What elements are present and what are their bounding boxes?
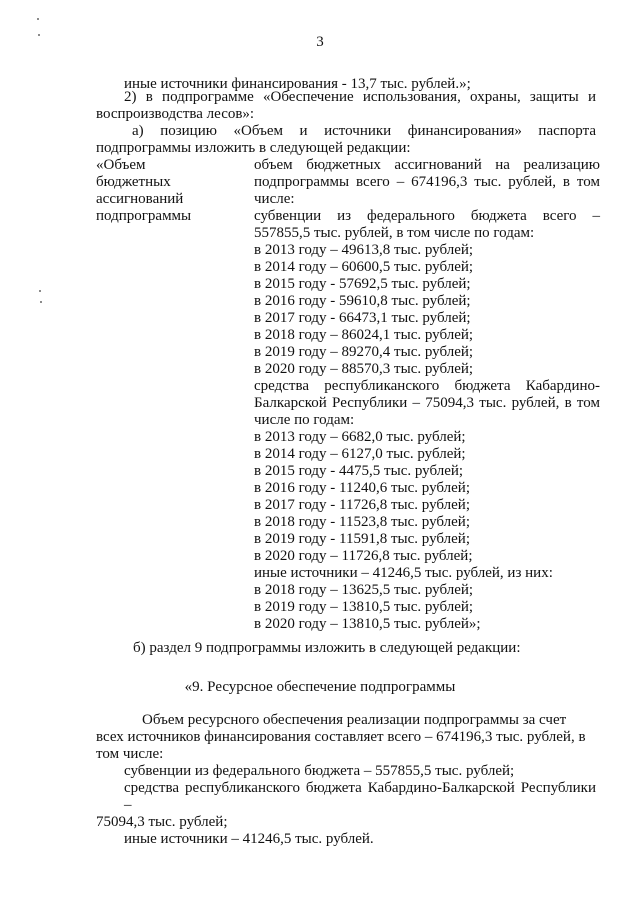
- intro-paragraph-3: [96, 123, 596, 157]
- passport-content-line: средства республиканского бюджета Кабардино-: [254, 378, 600, 394]
- scan-mark: [40, 301, 42, 303]
- passport-content-line: числе:: [254, 191, 295, 207]
- passport-content-line: в 2017 году - 66473,1 тыс. рублей;: [254, 310, 471, 326]
- section-b-paragraph: б) раздел 9 подпрограммы изложить в следующей редакции:: [133, 640, 521, 656]
- passport-content-line: в 2018 году – 86024,1 тыс. рублей;: [254, 327, 474, 343]
- passport-content-line: в 2013 году – 6682,0 тыс. рублей;: [254, 429, 466, 445]
- intro-paragraph-2-line-1: 2) в подпрограмме «Обеспечение использования, охраны, защиты и: [124, 89, 596, 105]
- intro-paragraph-3-line-2: подпрограммы изложить в следующей редакции:: [96, 140, 411, 156]
- passport-content-line: иные источники – 41246,5 тыс. рублей, из них:: [254, 565, 553, 581]
- resource-line: том числе:: [96, 746, 164, 762]
- passport-content-line: в 2019 году - 11591,8 тыс. рублей;: [254, 531, 470, 547]
- passport-label: [96, 157, 236, 225]
- intro-paragraph-3-line-1: а) позицию «Объем и источники финансирования» паспорта: [132, 123, 596, 139]
- passport-content-line: Балкарской Республики – 75094,3 тыс. рублей, в том: [254, 395, 600, 411]
- passport-content-line: субвенции из федерального бюджета всего –: [254, 208, 600, 224]
- passport-content-line: в 2014 году – 6127,0 тыс. рублей;: [254, 446, 466, 462]
- resource-line: субвенции из федерального бюджета – 557855,5 тыс. рублей;: [124, 763, 515, 779]
- passport-content-line: в 2016 году - 11240,6 тыс. рублей;: [254, 480, 470, 496]
- passport-content-line: в 2015 году - 4475,5 тыс. рублей;: [254, 463, 464, 479]
- passport-label-line: «Объем: [96, 157, 146, 173]
- intro-paragraph-2: [96, 89, 596, 123]
- passport-content-line: в 2017 году - 11726,8 тыс. рублей;: [254, 497, 470, 513]
- passport-content-line: объем бюджетных ассигнований на реализацию: [254, 157, 600, 173]
- intro-line-1: иные источники финансирования - 13,7 тыс. рублей.»;: [124, 76, 471, 92]
- passport-label-line: подпрограммы: [96, 208, 192, 224]
- resource-line: Объем ресурсного обеспечения реализации подпрограммы за счет: [142, 712, 567, 728]
- passport-content-line: в 2018 году – 13625,5 тыс. рублей;: [254, 582, 474, 598]
- scan-mark: [37, 18, 39, 20]
- passport-content-line: 557855,5 тыс. рублей, в том числе по годам:: [254, 225, 535, 241]
- passport-content-line: в 2016 году - 59610,8 тыс. рублей;: [254, 293, 471, 309]
- scan-mark: [39, 290, 41, 292]
- resource-line: средства республиканского бюджета Кабардино-Балкарской Республики –: [124, 780, 596, 813]
- passport-label-line: бюджетных: [96, 174, 171, 190]
- passport-content-line: в 2013 году – 49613,8 тыс. рублей;: [254, 242, 474, 258]
- passport-content-line: в 2019 году – 13810,5 тыс. рублей;: [254, 599, 474, 615]
- passport-content-line: подпрограммы всего – 674196,3 тыс. рублей, в том: [254, 174, 600, 190]
- passport-content-line: в 2018 году - 11523,8 тыс. рублей;: [254, 514, 470, 530]
- passport-content-line: в 2020 году – 88570,3 тыс. рублей;: [254, 361, 474, 377]
- section-title: «9. Ресурсное обеспечение подпрограммы: [184, 679, 456, 695]
- passport-content-line: в 2020 году – 13810,5 тыс. рублей»;: [254, 616, 481, 632]
- intro-paragraph-2-line-2: воспроизводства лесов»:: [96, 106, 255, 122]
- page-number: 3: [316, 34, 324, 50]
- passport-content-line: числе по годам:: [254, 412, 355, 428]
- resource-line: 75094,3 тыс. рублей;: [96, 814, 228, 830]
- passport-content-line: в 2020 году – 11726,8 тыс. рублей;: [254, 548, 473, 564]
- resource-line: иные источники – 41246,5 тыс. рублей.: [124, 831, 374, 847]
- resource-line: всех источников финансирования составляет всего – 674196,3 тыс. рублей, в: [96, 729, 586, 745]
- passport-content-line: в 2019 году – 89270,4 тыс. рублей;: [254, 344, 474, 360]
- passport-content: [254, 157, 600, 633]
- resource-paragraph: [96, 712, 596, 848]
- passport-content-line: в 2014 году – 60600,5 тыс. рублей;: [254, 259, 474, 275]
- passport-label-line: ассигнований: [96, 191, 184, 207]
- passport-content-line: в 2015 году - 57692,5 тыс. рублей;: [254, 276, 471, 292]
